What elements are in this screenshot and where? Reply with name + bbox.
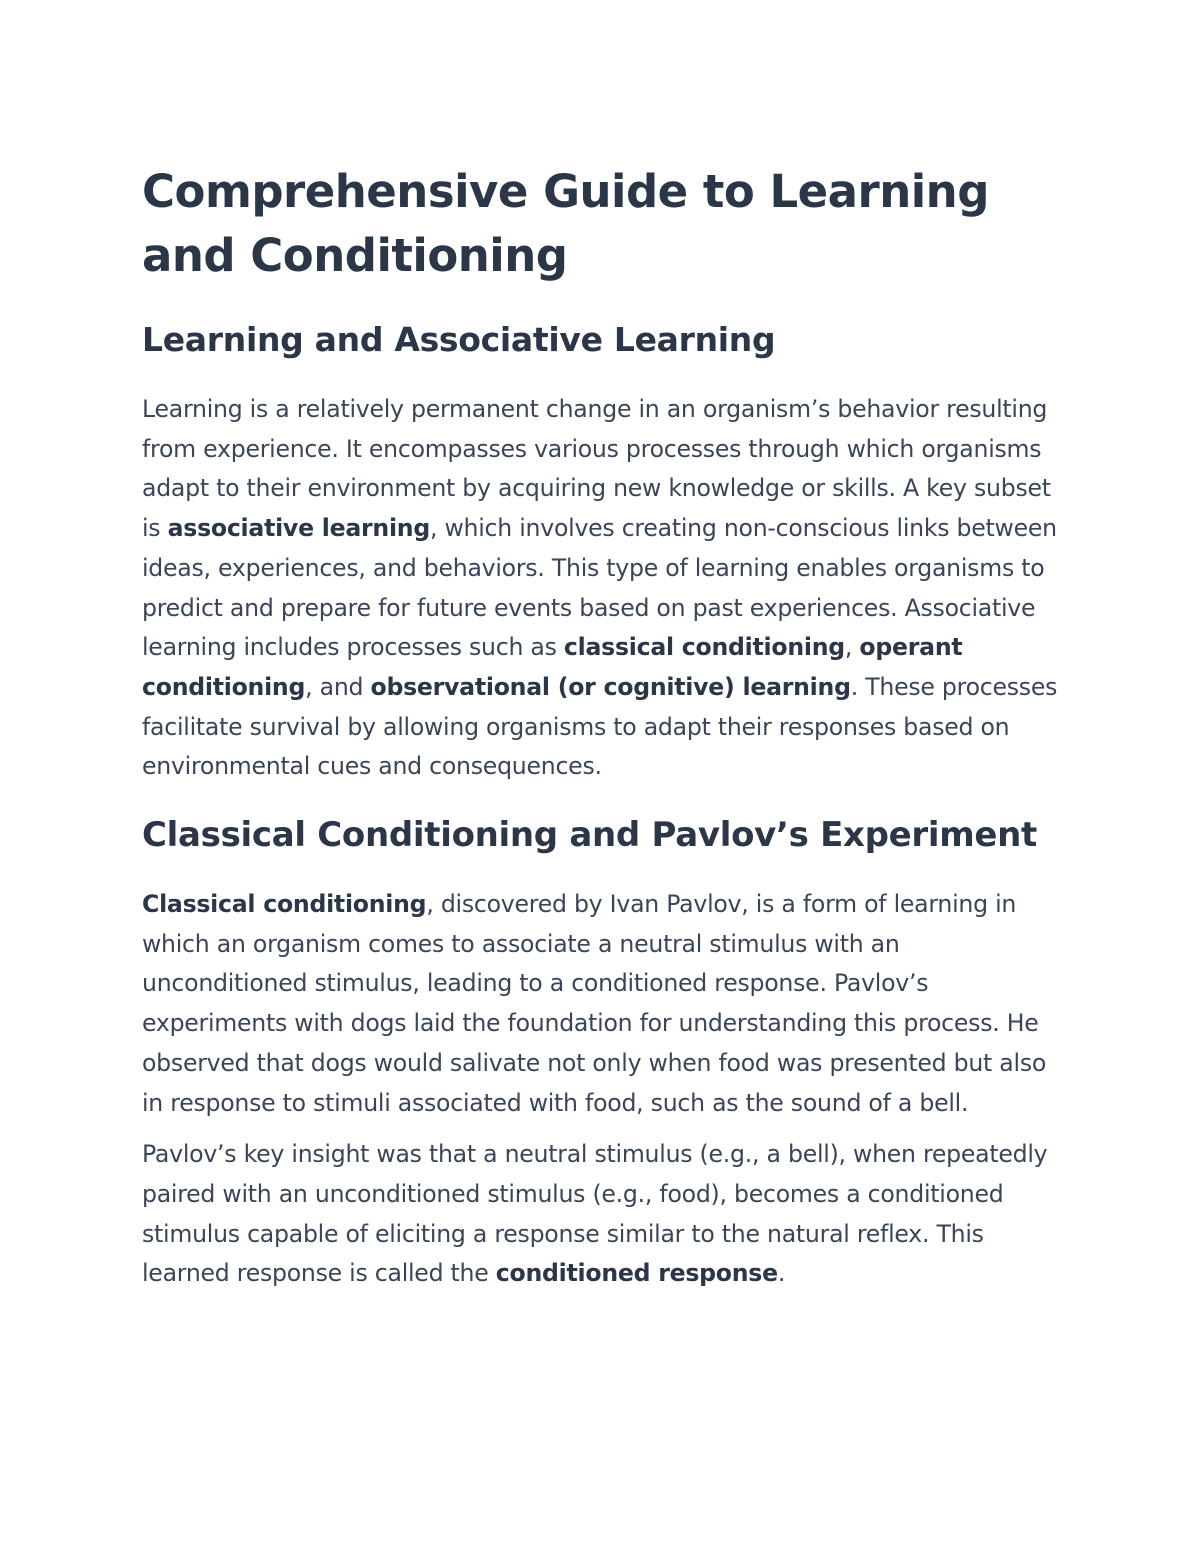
term-observational-learning: observational (or cognitive) learning — [370, 672, 851, 701]
text-run: , discovered by Ivan Pavlov, is a form of learning in which an organism comes to associate a neutral stimulus with an unconditioned stimulus, leading to a conditioned response. Pavlov’s experiments with dogs laid the foundation for understanding this process. He observed that dogs would salivate not only when food was presented but also in response to stimuli associated with food, such as the sound of a bell. — [142, 890, 1047, 1117]
text-run: , and — [305, 672, 371, 701]
term-classical-conditioning: classical conditioning — [563, 633, 845, 662]
text-run: . — [777, 1259, 786, 1288]
section-heading-learning: Learning and Associative Learning — [142, 320, 776, 359]
section-heading-classical-conditioning: Classical Conditioning and Pavlov’s Experiment — [142, 815, 1038, 856]
text-run: , which involves creating non-conscious links between ideas, experiences, and behaviors. This type of learning enables organisms to predict and prepare for future events based on past experiences. Associative learning includes processes such as — [142, 514, 1057, 662]
text-run: , — [844, 633, 860, 662]
text-run: Learning is a relatively permanent change in an organism’s behavior resulting from experience. It encompasses various processes through which organisms adapt to their environment by acquiring new knowledge or skills. A key subset is — [142, 395, 1051, 543]
term-operant-conditioning: operant conditioning — [142, 633, 963, 701]
paragraph-learning-definition — [142, 390, 1072, 787]
text-run: Pavlov’s key insight was that a neutral stimulus (e.g., a bell), when repeatedly paired with an unconditioned stimulus (e.g., food), becomes a conditioned stimulus capable of eliciting a response similar to the natural reflex. This learned response is called the — [142, 1140, 1048, 1288]
text-run: . These processes facilitate survival by allowing organisms to adapt their responses based on environmental cues and consequences. — [142, 672, 1058, 781]
document-title: Comprehensive Guide to Learning and Conditioning — [142, 165, 989, 282]
paragraph-pavlov-insight — [142, 1135, 1072, 1294]
term-conditioned-response: conditioned response — [495, 1259, 778, 1288]
term-associative-learning: associative learning — [167, 514, 430, 543]
document-page — [142, 160, 1072, 1294]
paragraph-classical-conditioning — [142, 885, 1072, 1123]
term-classical-conditioning: Classical conditioning — [142, 890, 427, 919]
